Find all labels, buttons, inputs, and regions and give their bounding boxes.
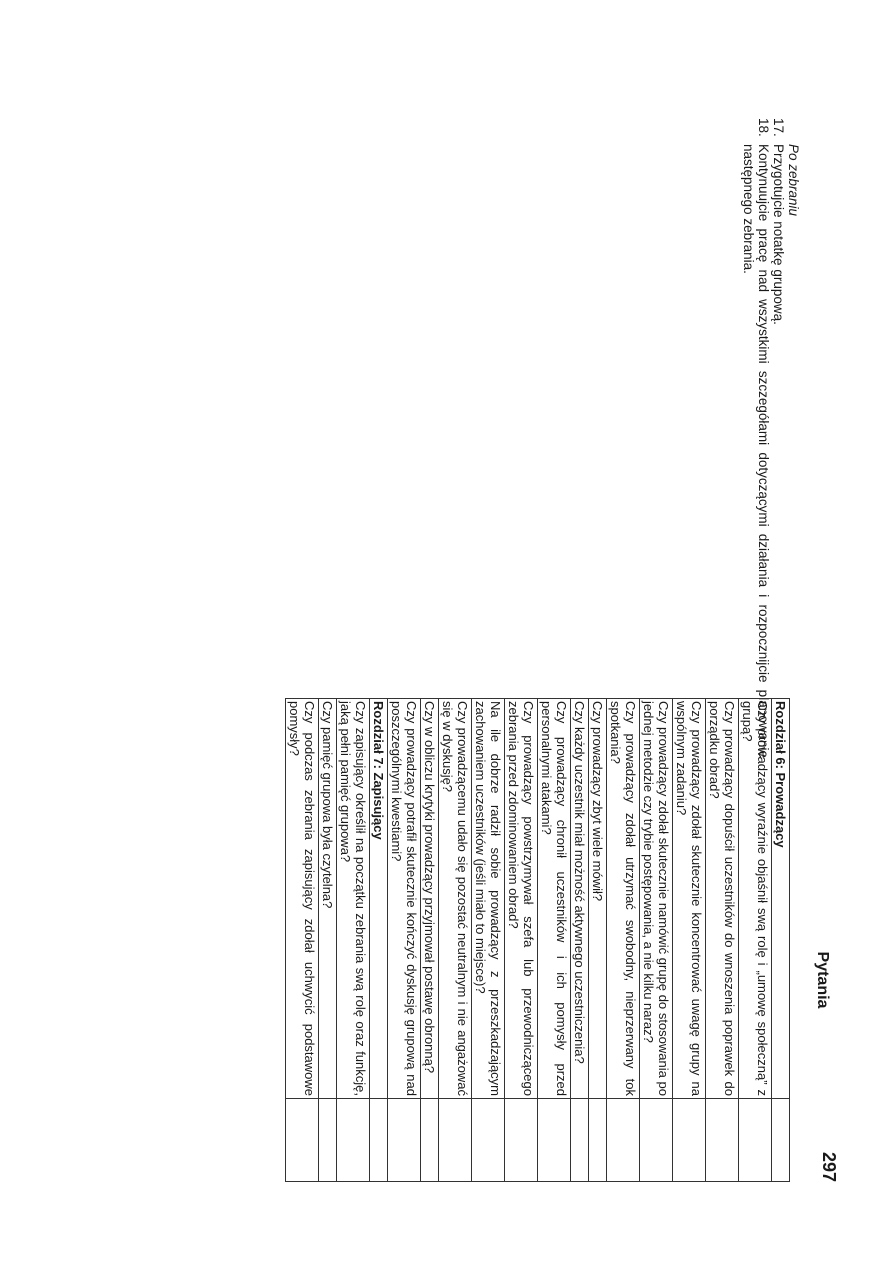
answer-cell[interactable]	[571, 1099, 589, 1182]
question-cell: Czy podczas zebrania zapisujący zdołał uchwycić podstawowe pomysły?	[286, 699, 319, 1099]
question-cell: Czy pamięć grupowa była czytelna?	[319, 699, 337, 1099]
answer-cell[interactable]	[439, 1099, 472, 1182]
table-row	[673, 699, 706, 1182]
question-cell: Czy prowadzącemu udało się pozostać neutralnym i nie angażować się w dyskusję?	[439, 699, 472, 1099]
section-heading: Rozdział 6: Prowadzący	[772, 699, 790, 1099]
table-row	[319, 699, 337, 1182]
table-row	[607, 699, 640, 1182]
page-number: 297	[819, 1152, 839, 1183]
question-cell: Czy prowadzący wyraźnie objaśnił swą rolę i „umowę społeczną” z grupą?	[739, 699, 772, 1099]
answer-cell[interactable]	[739, 1099, 772, 1182]
item-text: Przygotujcie notatkę grupową.	[771, 144, 786, 325]
answer-cell[interactable]	[505, 1099, 538, 1182]
section-heading: Rozdział 7: Zapisujący	[370, 699, 388, 1099]
section-label: Po zebraniu	[786, 144, 801, 217]
table-row	[337, 699, 370, 1182]
table-row	[286, 699, 319, 1182]
answer-cell[interactable]	[370, 1099, 388, 1182]
questions-table	[285, 698, 790, 1182]
answer-cell[interactable]	[388, 1099, 421, 1182]
table-row	[538, 699, 571, 1182]
question-cell: Czy prowadzący zdołał utrzymać swobodny, nieprzerwany tok spotkania?	[607, 699, 640, 1099]
answer-cell[interactable]	[337, 1099, 370, 1182]
answer-cell[interactable]	[421, 1099, 439, 1182]
table-row	[706, 699, 739, 1182]
question-cell: Czy prowadzący dopuścił uczestników do wnoszenia poprawek do porządku obrad?	[706, 699, 739, 1099]
question-cell: Czy zapisujący określił na początku zebrania swą rolę oraz funkcję, jaką pełni pamięć grupowa?	[337, 699, 370, 1099]
page-title: Pytania	[814, 951, 831, 1009]
answer-cell[interactable]	[589, 1099, 607, 1182]
table-row	[589, 699, 607, 1182]
list-item	[741, 118, 771, 758]
item-number: 18.	[756, 118, 771, 137]
answer-cell[interactable]	[607, 1099, 640, 1182]
section-row	[370, 699, 388, 1182]
table-row	[505, 699, 538, 1182]
item-text: Kontynuujcie pracę nad wszystkimi szczegółami dotyczącymi działania i rozpocznijcie planowanie następnego zebrania.	[741, 144, 771, 758]
answer-cell[interactable]	[538, 1099, 571, 1182]
table-row	[388, 699, 421, 1182]
item-number: 17.	[771, 118, 786, 137]
question-cell: Czy prowadzący zdołał skutecznie koncentrować uwagę grupy na wspólnym zadaniu?	[673, 699, 706, 1099]
question-cell: Czy prowadzący zbyt wiele mówił?	[589, 699, 607, 1099]
table-row	[571, 699, 589, 1182]
table-row	[640, 699, 673, 1182]
answer-cell[interactable]	[472, 1099, 505, 1182]
list-item	[771, 118, 786, 758]
instructions-block	[741, 118, 801, 758]
answer-cell[interactable]	[319, 1099, 337, 1182]
answer-cell[interactable]	[673, 1099, 706, 1182]
question-cell: Czy prowadzący potrafił skutecznie kończyć dyskusję grupową nad poszczególnymi kwestiami?	[388, 699, 421, 1099]
questions-table-body	[286, 699, 790, 1182]
table-row	[439, 699, 472, 1182]
answer-cell[interactable]	[772, 1099, 790, 1182]
question-cell: Czy prowadzący chronił uczestników i ich pomysły przed personalnymi atakami?	[538, 699, 571, 1099]
question-cell: Czy prowadzący powstrzymywał szefa lub przewodniczącego zebrania przed zdominowaniem obrad?	[505, 699, 538, 1099]
table-row	[472, 699, 505, 1182]
answer-cell[interactable]	[286, 1099, 319, 1182]
question-cell: Czy prowadzący zdołał skutecznie namówić grupę do stosowania po jednej metodzie czy trybie postępowania, a nie kilku naraz?	[640, 699, 673, 1099]
question-cell: Na ile dobrze radził sobie prowadzący z przeszkadzającym zachowaniem uczestników (jeśli miało to miejsce)?	[472, 699, 505, 1099]
instruction-list	[741, 118, 786, 758]
table-row	[421, 699, 439, 1182]
section-row	[772, 699, 790, 1182]
table-row	[739, 699, 772, 1182]
answer-cell[interactable]	[640, 1099, 673, 1182]
question-cell: Czy każdy uczestnik miał możność aktywnego uczestniczenia?	[571, 699, 589, 1099]
answer-cell[interactable]	[706, 1099, 739, 1182]
question-cell: Czy w obliczu krytyki prowadzący przyjmował postawę obronną?	[421, 699, 439, 1099]
